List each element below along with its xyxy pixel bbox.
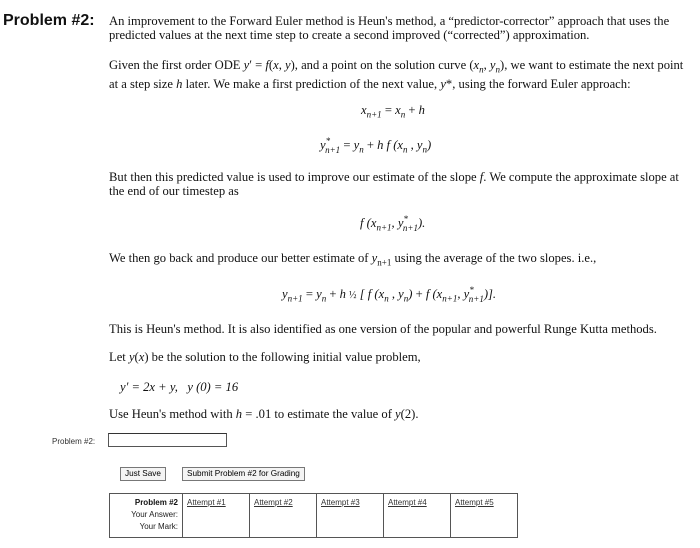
attempt-2-link[interactable]: Attempt #2: [254, 498, 293, 507]
attempt-4-link[interactable]: Attempt #4: [388, 498, 427, 507]
attempt-1-link[interactable]: Attempt #1: [187, 498, 226, 507]
let-paragraph: Let y(x) be the solution to the following initial value problem,: [109, 350, 421, 364]
your-mark-label: Your Mark:: [139, 522, 178, 531]
attempt-5-link[interactable]: Attempt #5: [455, 498, 494, 507]
attempts-row-headers: [110, 494, 183, 538]
intro-paragraph: An improvement to the Forward Euler method is Heun's method, a “predictor-corrector” approach that uses the predicted values at the next time step to create a second improved (“corrected”) approximation.: [109, 14, 670, 42]
problem-title: Problem #2:: [3, 12, 95, 29]
answer-input[interactable]: [108, 433, 227, 447]
attempts-table: [109, 493, 518, 538]
equation-x-next: $x_{n+1} = x_n + h$: [361, 103, 425, 120]
equation-slope-end: f ($x_{n+1}$, $y^*_{n+1}$).: [360, 214, 426, 233]
equation-y-predict: $y^*_{n+1} = y_n + h$ f ($x_n$ , $y_n$): [320, 136, 432, 155]
just-save-button[interactable]: Just Save: [120, 467, 166, 481]
your-answer-label: Your Answer:: [131, 510, 178, 519]
initial-value-problem: y′ = 2x + y, y (0) = 16: [120, 380, 239, 394]
attempt-column: [317, 494, 384, 538]
attempts-header: Problem #2: [134, 498, 178, 507]
task-paragraph: Use Heun's method with h = .01 to estimate the value of y(2).: [109, 407, 419, 421]
attempt-column: [451, 494, 518, 538]
slope-paragraph: But then this predicted value is used to improve our estimate of the slope f. We compute the approximate slope at the end of our timestep as: [109, 170, 679, 198]
heun-note-paragraph: This is Heun's method. It is also identified as one version of the popular and powerful Runge Kutta methods.: [109, 322, 657, 336]
attempt-column: [384, 494, 451, 538]
attempt-3-link[interactable]: Attempt #3: [321, 498, 360, 507]
equation-heun: $y_{n+1} = y_n + h$ ½ [ f ($x_n$ , $y_n) + f$ ($x_{n+1}$, $y^*_{n+1}$)].: [282, 285, 497, 304]
answer-label: Problem #2:: [52, 437, 96, 446]
attempt-column: [183, 494, 250, 538]
submit-button[interactable]: Submit Problem #2 for Grading: [182, 467, 305, 481]
attempt-column: [250, 494, 317, 538]
ode-paragraph: Given the first order ODE y′ = f(x, y), and a point on the solution curve ($x_n$, $y_n$), we want to estimate the next point at a step size h later. We make a first prediction of the next value, y*, using the forward Euler approach:: [109, 58, 684, 91]
average-paragraph: We then go back and produce our better estimate of $y_{n+1}$ using the average of the two slopes. i.e.,: [109, 251, 597, 268]
